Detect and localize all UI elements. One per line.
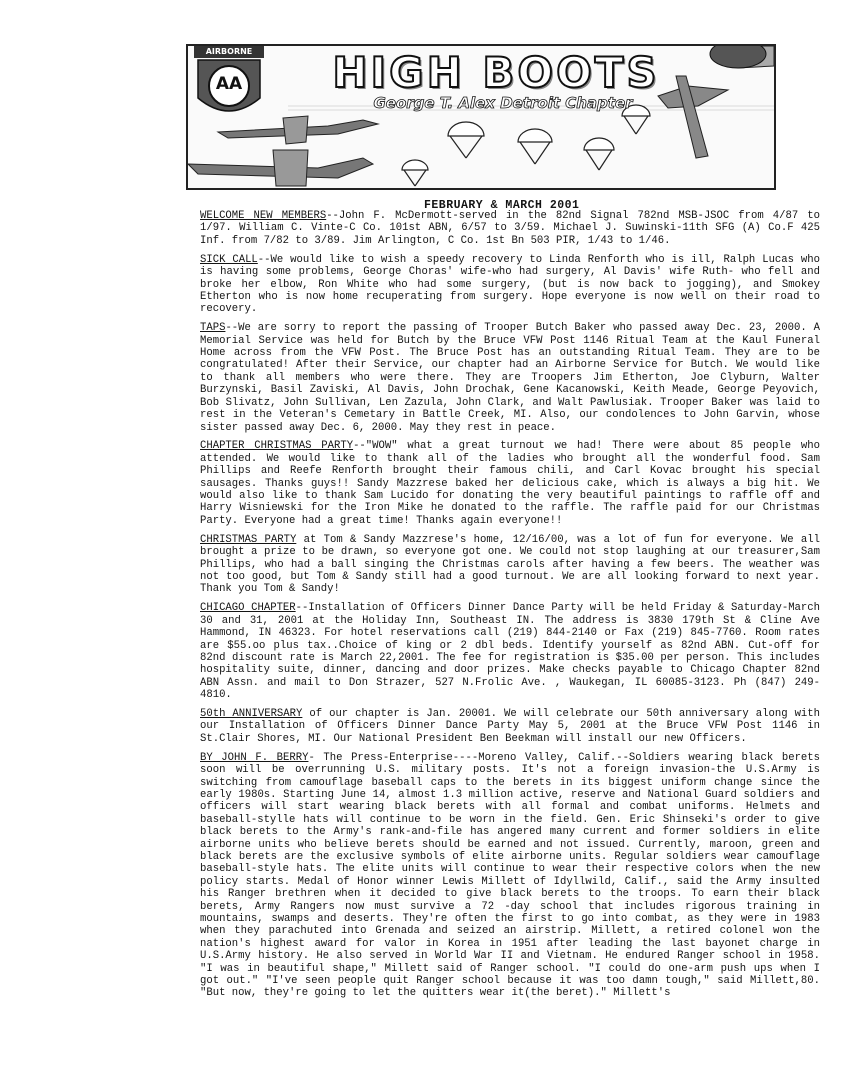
section-heading: CHRISTMAS PARTY [200, 533, 297, 546]
section-text: - The Press-Enterprise----Moreno Valley, Calif.--Soldiers wearing black berets soon will be overrunning U.S. military posts. It's not a foreign invasion-the U.S.Army is switching from camouflage baseball caps to the berets in its biggest uniform change since the early 1980s. Starting June 14, almost 1.3 million active, reserve and National Guard soldiers and officers will start wearing black berets with all formal and combat uniforms. Helmets and baseball-stylle hats will continue to be worn in the field. Gen. Eric Shinseki's order to give black berets to the Army's rank-and-file has angered many current and former soldiers in elite airborne units who believe berets should be earned and not issued. Currently, maroon, green and black berets are the exclusive symbols of elite airborne units. Regular soldiers wear camouflage baseball-style hats. The elite units will continue to wear their respective colors when the new policy starts. Medal of Honor winner Lewis Millett of Idyllwild, Calif., said the Army insulted his Ranger brethren when it decided to give black berets to the troops. To earn their black berets, Army Rangers now must survive a 72 -day school that includes rigorous training in mountains, swamps and deserts. They're often the first to go into combat, as they were in 1983 when they parachuted into Grenada and seized an airstrip. Millett, a retired colonel won the nation's highest award for valor in Korea in 1951 after leading the last bayonet charge in U.S.Army history. He also served in World War II and Vietnam. He endured Ranger school in 1958. "I was in beautiful shape," Millett said of Ranger school. "I could do one-arm push ups when I got out." "I've seen people quit Ranger school because it was too damn tough," said Millett,80. "But now, they're going to let the quitters wear it(the beret)." Millett's [200, 751, 821, 1000]
airborne-patch-icon [194, 46, 264, 127]
newsletter-body [200, 210, 820, 1006]
section-text: of our chapter is Jan. 20001. We will celebrate our 50th anniversary along with our Installation of Officers Dinner Dance Party May 5, 2001 at the Bruce VFW Post 1146 in St.Clair Shores, MI. Our National President Ben Beekman will install our new Officers. [200, 708, 820, 745]
section-text: --"WOW" what a great turnout we had! There were about 85 people who attended. We would like to thank all of the ladies who brought all the wonderful food. Sam Phillips and Reefe Renforth brought their famous chili, and Carl Kovac brought his special sausages. Thanks guys!! Sandy Mazzrese baked her delicious cake, which is always a big hit. We would also like to thank Sam Lucido for donating the very beautiful paintings to raffle off and Harry Wisniewski for the Iron Mike he donated to the raffle. The raffle paid for our Christmas Party. Everyone had a great time! Thanks again everyone!! [200, 440, 820, 527]
section-50th-anniversary [200, 708, 820, 745]
section-heading: 50th ANNIVERSARY [200, 708, 303, 721]
section-text: --Installation of Officers Dinner Dance Party will be held Friday & Saturday-March 30 and 31, 2001 at the Holiday Inn, Southeast IN. The address is 3830 179th St & Cline Ave Hammond, IN 46323. For hotel reservations call (219) 844-2140 or Fax (219) 845-7760. Room rates are $55.oo plus tax..Choice of king or 2 dbl beds. Identify yourself as 82nd ABN. Cut-off for 82nd discount rate is March 22,2001. The fee for registration is $35.00 per person. This includes hospitality suite, dinner, dancing and door prizes. Make checks payable to Chicago Chapter 82nd ABN Assn. and mail to Don Strazer, 527 N.Frolic Ave. , Waukegan, IL 60085-3123. Ph (847) 249-4810. [200, 602, 820, 702]
section-taps [200, 322, 820, 434]
section-beret-article [200, 752, 820, 1000]
section-heading: CHAPTER CHRISTMAS PARTY [200, 440, 354, 453]
newsletter-title: HIGH BOOTS [332, 48, 660, 97]
masthead-banner [186, 44, 776, 190]
section-christmas-party [200, 534, 820, 596]
newsletter-subtitle: George T. Alex Detroit Chapter [373, 94, 633, 112]
section-welcome-new-members [200, 210, 820, 247]
section-sick-call [200, 254, 820, 316]
section-chapter-christmas-party [200, 440, 820, 527]
section-heading: CHICAGO CHAPTER [200, 602, 296, 615]
section-heading: BY JOHN F. BERRY [200, 751, 309, 764]
patch-letters: AA [215, 74, 243, 94]
issue-date: FEBRUARY & MARCH 2001 [424, 199, 580, 212]
section-heading: SICK CALL [200, 253, 258, 266]
section-text: --We are sorry to report the passing of Trooper Butch Baker who passed away Dec. 23, 2000. A Memorial Service was held for Butch by the Bruce VFW Post 1146 Ritual Team at the Kaul Funeral Home across from the VFW Post. The Bruce Post has an outstanding Ritual Team. They are to be congratulated! After their Service, our chapter had an Airborne Service for Butch. We would like to thank all members who were there. They are Troopers Jim Etherton, Joe Clyburn, Walter Burzynski, Basil Zaviski, Al Davis, John Drochak, Gene Kacanowski, Keith Meade, George Peyovich, Bob Slivatz, John Sullivan, Len Zazula, John Clark, and Walt Pawlusiak. Trooper Baker was laid to rest in the Veteran's Cemetary in Battle Creek, MI. Also, our condolences to John Garvin, whose sister passed away Dec. 6, 2000. May they rest in peace. [200, 322, 820, 434]
section-chicago-chapter [200, 602, 820, 701]
section-text: --John F. McDermott-served in the 82nd Signal 782nd MSB-JSOC from 4/87 to 1/97. William C. Vinte-C Co. 101st ABN, 6/57 to 3/59. Michael J. Suwinski-11th SFG (A) Co.F 425 Inf. from 7/82 to 3/89. Jim Arlington, C Co. 1st Bn 503 PIR, 1/43 to 1/46. [200, 210, 820, 247]
patch-label: AIRBORNE [205, 47, 253, 56]
section-heading: TAPS [200, 322, 226, 335]
section-heading: WELCOME NEW MEMBERS [200, 210, 327, 222]
section-text: at Tom & Sandy Mazzrese's home, 12/16/00, was a lot of fun for everyone. We all brought a prize to be drawn, so everyone got one. We could not stop laughing at our treasurer,Sam Phillips, who had a ball singing the Christmas carols after having a few beers. The weather was not too good, but Tom & Sandy still had a good turnout. We are all looking forward to next year. Thank you Tom & Sandy! [200, 533, 820, 596]
section-text: --We would like to wish a speedy recovery to Linda Renforth who is ill, Ralph Lucas who is having some problems, George Choras' wife-who had surgery, Al Davis' wife Ruth- who fell and broke her elbow, Ron White who had some surgery, (but is now back to jogging), and Smokey Etherton who is now home recuperating from surgery. Hope everyone is now well on their road to recovery. [200, 253, 820, 316]
